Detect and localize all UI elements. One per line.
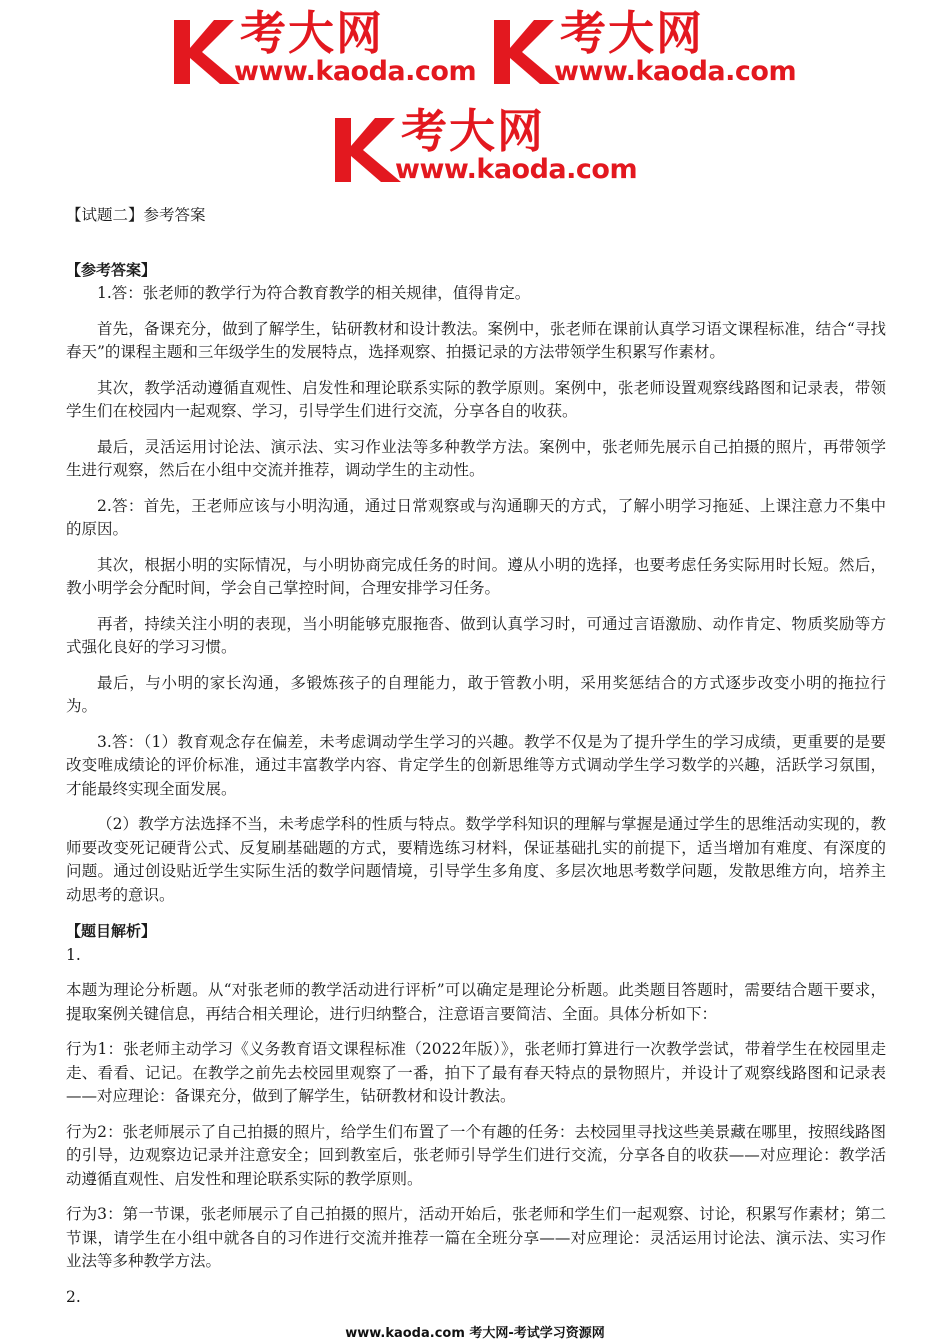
logo-chinese-text: 考大网 [401,104,545,158]
answer-paragraph: 再者，持续关注小明的表现，当小明能够克服拖沓、做到认真学习时，可通过言语激励、动作肯定、物质奖励等方式强化良好的学习习惯。 [66,614,886,656]
answer-paragraph: 其次，根据小明的实际情况，与小明协商完成任务的时间。遵从小明的选择，也要考虑任务实际用时长短。然后，教小明学会分配时间，学会自己掌控时间，合理安排学习任务。 [66,555,886,597]
answer-paragraph: 3.答：（1）教育观念存在偏差，未考虑调动学生学习的兴趣。教学不仅是为了提升学生的学习成绩，更重要的是要改变唯成绩论的评价标准，通过丰富教学内容、肯定学生的创新思维等方式调动学生学习数学的兴趣，活跃学习氛围，才能最终实现全面发展。 [66,732,886,798]
analysis-number: 1. [66,945,81,964]
analysis-paragraph: 本题为理论分析题。从“对张老师的教学活动进行评析”可以确定是理论分析题。此类题目答题时，需要结合题干要求，提取案例关键信息，再结合相关理论，进行归纳整合，注意语言要简洁、全面。具体分析如下： [66,981,886,1023]
logo-url-text: www.kaoda.com [234,56,477,87]
answer-heading: 【参考答案】 [66,260,157,279]
answer-paragraph: 2.答：首先，王老师应该与小明沟通，通过日常观察或与沟通聊天的方式，了解小明学习拖延、上课注意力不集中的原因。 [66,496,886,538]
answer-paragraph: 首先，备课充分，做到了解学生，钻研教材和设计教法。案例中，张老师在课前认真学习语文课程标准，结合“寻找春天”的课程主题和三年级学生的发展特点，选择观察、拍摄记录的方法带领学生积累写作素材。 [66,319,886,361]
answer-paragraph: 最后，与小明的家长沟通，多锻炼孩子的自理能力，敢于管教小明，采用奖惩结合的方式逐步改变小明的拖拉行为。 [66,673,886,715]
logo-url-text: www.kaoda.com [554,56,797,87]
analysis-paragraph: 行为1：张老师主动学习《义务教育语文课程标准（2022年版）》，张老师打算进行一次教学尝试，带着学生在校园里走走、看看、记记。在教学之前先去校园里观察了一番，拍下了最有春天特点的景物照片，并设计了观察线路图和记录表——对应理论：备课充分，做到了解学生，钻研教材和设计教法。 [66,1040,886,1105]
k-logo-icon [333,112,403,182]
logo-chinese-text: 考大网 [240,6,384,60]
document-body [66,204,886,1309]
page-title: 【试题二】参考答案 [66,206,206,224]
kaoda-logo [492,6,812,90]
analysis-paragraph: 行为2：张老师展示了自己拍摄的照片，给学生们布置了一个有趣的任务：去校园里寻找这些美景藏在哪里，按照线路图的引导，边观察边记录并注意安全；回到教室后，张老师引导学生们进行交流，分享各自的收获——对应理论：教学活动遵循直观性、启发性和理论联系实际的教学原则。 [66,1122,886,1188]
answer-paragraph: 1.答：张老师的教学行为符合教育教学的相关规律，值得肯定。 [97,284,531,302]
analysis-number: 2. [66,1287,81,1306]
logo-chinese-text: 考大网 [560,6,704,60]
kaoda-logo [172,6,492,90]
logo-url-text: www.kaoda.com [395,154,638,185]
answer-paragraph: 其次，教学活动遵循直观性、启发性和理论联系实际的教学原则。案例中，张老师设置观察线路图和记录表，带领学生们在校园内一起观察、学习，引导学生们进行交流，分享各自的收获。 [66,378,886,420]
k-logo-icon [492,14,562,84]
k-logo-icon [172,14,242,84]
analysis-paragraph: 行为3：第一节课，张老师展示了自己拍摄的照片，活动开始后，张老师和学生们一起观察、讨论，积累写作素材；第二节课，请学生在小组中就各自的习作进行交流并推荐一篇在全班分享——对应理论：灵活运用讨论法、演示法、实习作业法等多种教学方法。 [66,1205,886,1270]
kaoda-logo [333,104,653,188]
answer-paragraph: （2）教学方法选择不当，未考虑学科的性质与特点。数学学科知识的理解与掌握是通过学生的思维活动实现的，教师要改变死记硬背公式、反复刷基础题的方式，要精选练习材料，保证基础扎实的前提下，适当增加有难度、有深度的问题。通过创设贴近学生实际生活的数学问题情境，引导学生多角度、多层次地思考数学问题，发散思维方向，培养主动思考的意识。 [66,815,886,904]
answer-paragraph: 最后，灵活运用讨论法、演示法、实习作业法等多种教学方法。案例中，张老师先展示自己拍摄的照片，再带领学生进行观察，然后在小组中交流并推荐，调动学生的主动性。 [66,437,886,479]
page-footer: www.kaoda.com 考大网-考试学习资源网 [345,1326,605,1341]
analysis-heading: 【题目解析】 [66,922,157,940]
